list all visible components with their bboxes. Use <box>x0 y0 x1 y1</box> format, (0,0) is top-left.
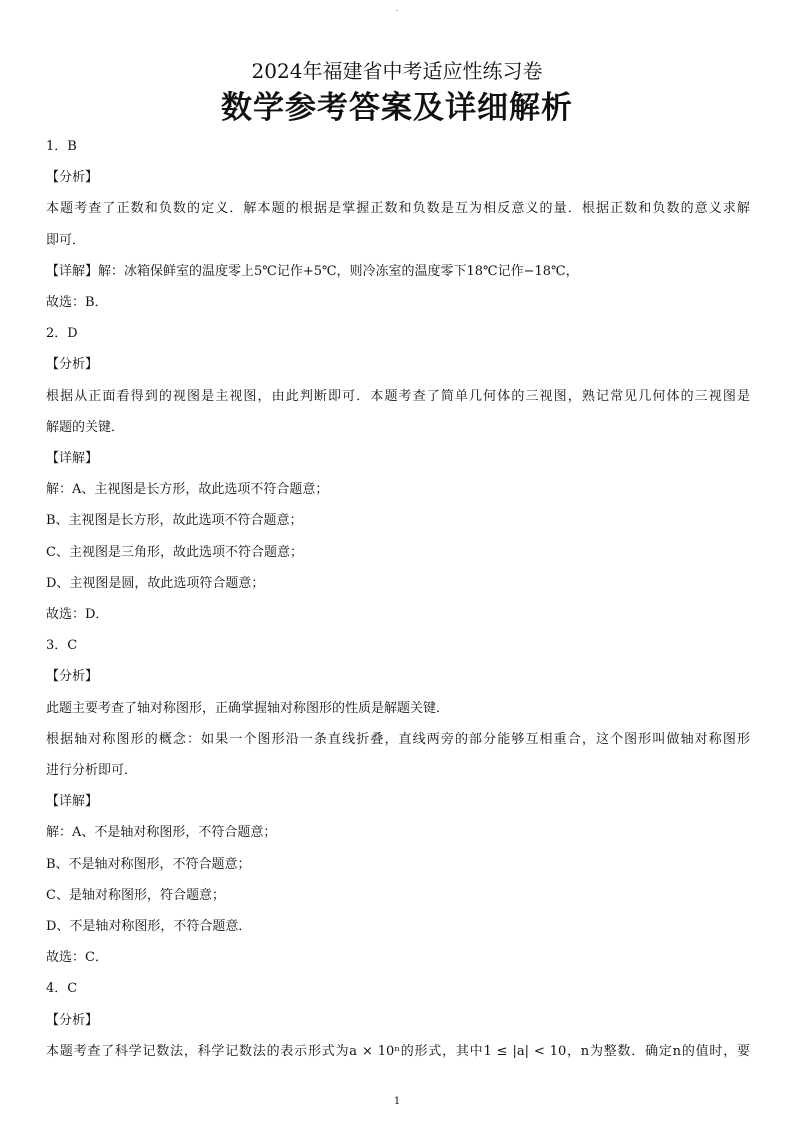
text-line: 本题考查了正数和负数的定义．解本题的根据是掌握正数和负数是互为相反意义的量．根据正数和负数的意义求解 <box>46 201 750 217</box>
text-line: 1．B <box>46 139 77 154</box>
text-line: 根据轴对称图形的概念：如果一个图形沿一条直线折叠，直线两旁的部分能够互相重合，这个图形叫做轴对称图形 <box>46 731 750 747</box>
text-line: C、是轴对称图形，符合题意； <box>46 887 225 903</box>
page-number: 1 <box>393 1096 401 1107</box>
text-line: 【分析】 <box>46 357 99 373</box>
text-line: B、主视图是长方形，故此选项不符合题意； <box>46 513 303 529</box>
text-line: 本题考查了科学记数法，科学记数法的表示形式为a × 10ⁿ的形式，其中1 ≤ |a| < 10，n为整数．确定n的值时，要 <box>46 1043 750 1059</box>
text-line: 4．C <box>46 981 78 997</box>
text-line: 故选：B． <box>46 295 108 311</box>
text-line: 故选：D． <box>46 607 109 623</box>
text-line: 故选：C． <box>46 950 108 966</box>
text-line: 解：A、不是轴对称图形，不符合题意； <box>46 825 277 841</box>
text-line: C、主视图是三角形，故此选项不符合题意； <box>46 544 303 560</box>
text-line: 解题的关键． <box>46 419 125 435</box>
document-subtitle: 2024年福建省中考适应性练习卷 <box>251 59 543 83</box>
text-line: 根据从正面看得到的视图是主视图，由此判断即可．本题考查了简单几何体的三视图，熟记常见几何体的三视图是 <box>46 388 750 404</box>
text-line: 解：A、主视图是长方形，故此选项不符合题意； <box>46 482 329 498</box>
text-line: D、不是轴对称图形，不符合题意． <box>46 919 252 935</box>
text-line: 【详解】 <box>46 451 99 467</box>
text-line: 此题主要考查了轴对称图形，正确掌握轴对称图形的性质是解题关键． <box>46 700 450 716</box>
document-title: 数学参考答案及详细解析 <box>221 90 573 126</box>
text-line: D、主视图是圆，故此选项符合题意； <box>46 575 265 591</box>
text-line: 【分析】 <box>46 1012 99 1028</box>
text-line: 【详解】解：冰箱保鲜室的温度零上5℃记作+5℃，则冷冻室的温度零下18℃记作−18℃， <box>46 263 579 279</box>
text-line: 进行分析即可． <box>46 763 138 779</box>
text-line: 【详解】 <box>46 794 99 810</box>
text-line: B、不是轴对称图形，不符合题意； <box>46 856 251 872</box>
text-line: 即可． <box>46 232 86 248</box>
text-line: 3．C <box>46 638 78 654</box>
text-line: 2．D <box>46 326 78 342</box>
text-line: 【分析】 <box>46 669 99 685</box>
answer-content <box>46 131 750 1067</box>
text-line: 【分析】 <box>46 170 99 186</box>
top-dot-mark: . <box>395 4 399 13</box>
